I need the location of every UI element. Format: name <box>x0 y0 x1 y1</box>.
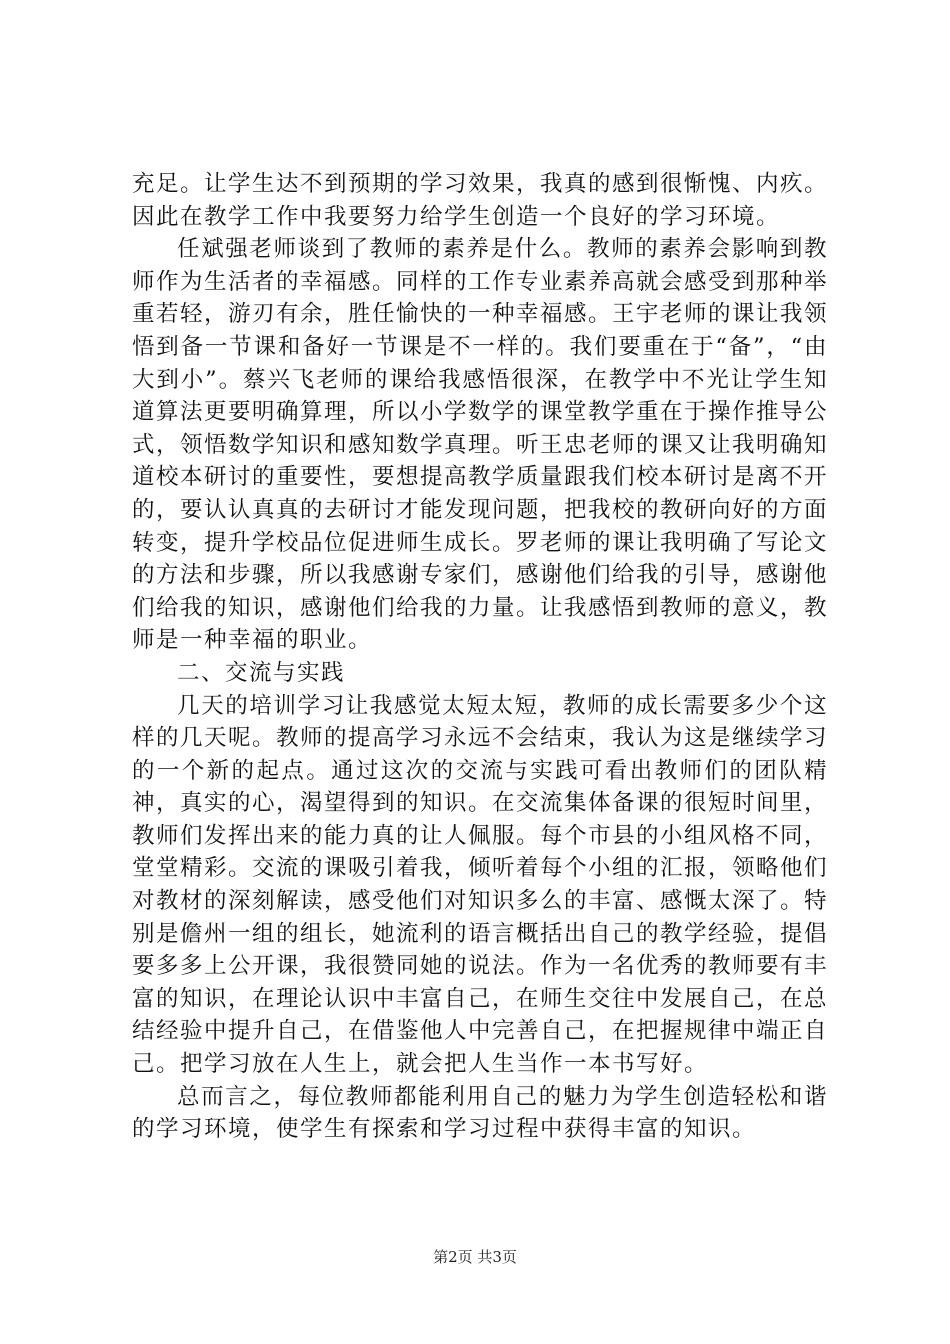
page-number-footer: 第2页 共3页 <box>433 1248 517 1266</box>
section-heading-exchange-practice: 二、交流与实践 <box>177 659 346 686</box>
document-body <box>132 168 828 1146</box>
paragraph-continuation: 充足。让学生达不到预期的学习效果，我真的感到很惭愧、内疚。因此在教学工作中我要努力给学生创造一个良好的学习环境。 <box>132 171 829 230</box>
paragraph-conclusion: 总而言之，每位教师都能利用自己的魅力为学生创造轻松和谐的学习环境，使学生有探索和学习过程中获得丰富的知识。 <box>132 1083 828 1143</box>
paragraph-exchange-practice: 几天的培训学习让我感觉太短太短，教师的成长需要多少个这样的几天呢。教师的提高学习永远不会结束，我认为这是继续学习的一个新的起点。通过这次的交流与实践可看出教师们的团队精神，真实的心，渴望得到的知识。在交流集体备课的很短时间里，教师们发挥出来的能力真的让人佩服。每个市县的小组风格不同，堂堂精彩。交流的课吸引着我，倾听着每个小组的汇报，领略他们对教材的深刻解读，感受他们对知识多么的丰富、感慨太深了。特别是儋州一组的组长，她流利的语言概括出自己的教学经验，提倡要多多上公开课，我很赞同她的说法。作为一名优秀的教师要有丰富的知识，在理论认识中丰富自己，在师生交往中发展自己，在总结经验中提升自己，在借鉴他人中完善自己，在把握规律中端正自己。把学习放在人生上，就会把人生当作一本书写好。 <box>132 692 829 1078</box>
paragraph-teacher-literacy: 任斌强老师谈到了教师的素养是什么。教师的素养会影响到教师作为生活者的幸福感。同样的工作专业素养高就会感受到那种举重若轻，游刃有余，胜任愉快的一种幸福感。王宇老师的课让我领悟到备一节课和备好一节课是不一样的。我们要重在于“备”，“由大到小”。蔡兴飞老师的课给我感悟很深，在教学中不光让学生知道算法更要明确算理，所以小学数学的课堂教学重在于操作推导公式，领悟数学知识和感知数学真理。听王忠老师的课又让我明确知道校本研讨的重要性，要想提高教学质量跟我们校本研讨是离不开的，要认认真真的去研讨才能发现问题，把我校的教研向好的方面转变，提升学校品位促进师生成长。罗老师的课让我明确了写论文的方法和步骤，所以我感谢专家们，感谢他们给我的引导，感谢他们给我的知识，感谢他们给我的力量。让我感悟到教师的意义，教师是一种幸福的职业。 <box>132 236 829 654</box>
